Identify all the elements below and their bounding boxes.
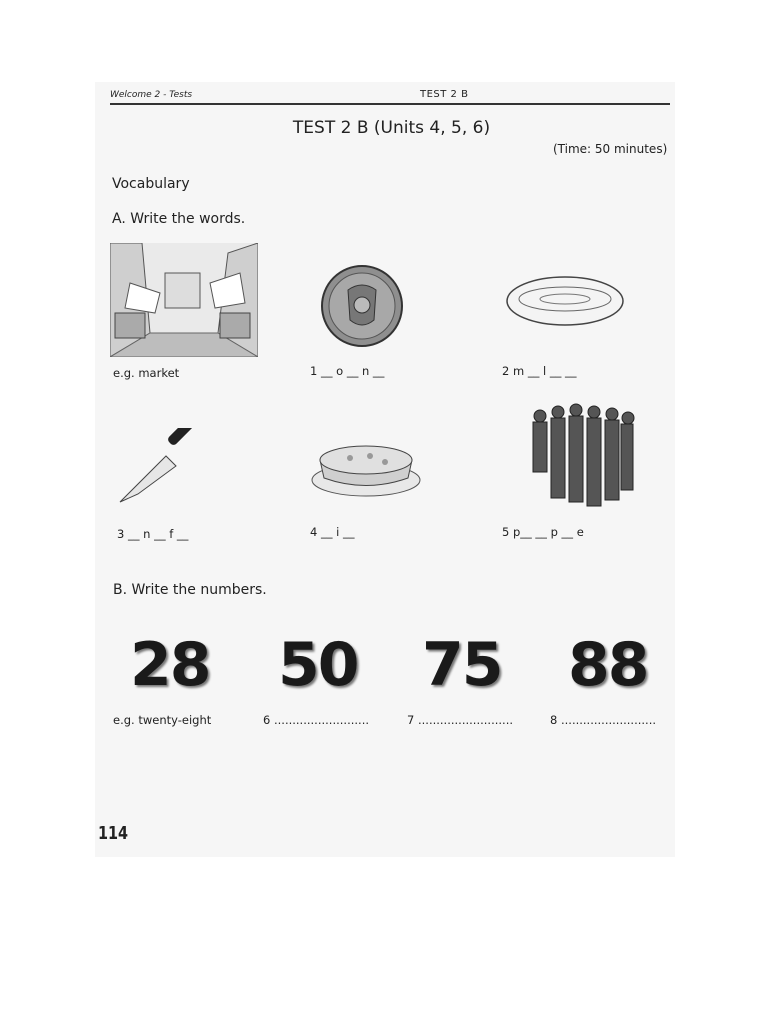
answer-6-line: 6 .......................... xyxy=(263,713,370,727)
part-b-heading: B. Write the numbers. xyxy=(113,582,267,598)
answer-8-line: 8 .......................... xyxy=(550,713,657,727)
item-4-label: 4 __ i __ xyxy=(310,525,355,539)
item-1-label: 1 __ o __ n __ xyxy=(310,364,385,378)
answer-7-line: 7 .......................... xyxy=(407,713,514,727)
time-note: (Time: 50 minutes) xyxy=(553,142,668,156)
item-example-label: e.g. market xyxy=(113,366,180,380)
knife-icon xyxy=(118,428,204,504)
page-title: TEST 2 B (Units 4, 5, 6) xyxy=(292,118,491,138)
market-street-icon xyxy=(110,243,258,357)
coin-icon xyxy=(320,265,404,347)
header-rule xyxy=(110,103,670,105)
header-book-title: Welcome 2 - Tests xyxy=(110,90,193,100)
item-2-label: 2 m __ l __ __ xyxy=(502,364,577,378)
part-a-heading: A. Write the words. xyxy=(112,211,246,227)
page-number: 114 xyxy=(98,823,129,844)
melon-icon xyxy=(505,275,625,327)
number-75: 75 xyxy=(422,630,502,700)
answer-example: e.g. twenty-eight xyxy=(113,713,212,727)
number-88: 88 xyxy=(568,630,648,700)
item-3-label: 3 __ n __ f __ xyxy=(117,527,189,541)
people-icon xyxy=(528,402,638,510)
pie-icon xyxy=(310,438,422,498)
number-28: 28 xyxy=(130,630,210,700)
section-heading: Vocabulary xyxy=(112,176,190,192)
number-50: 50 xyxy=(278,630,358,700)
item-5-label: 5 p__ __ p __ e xyxy=(502,525,584,539)
header-test-name: TEST 2 B xyxy=(420,89,469,100)
